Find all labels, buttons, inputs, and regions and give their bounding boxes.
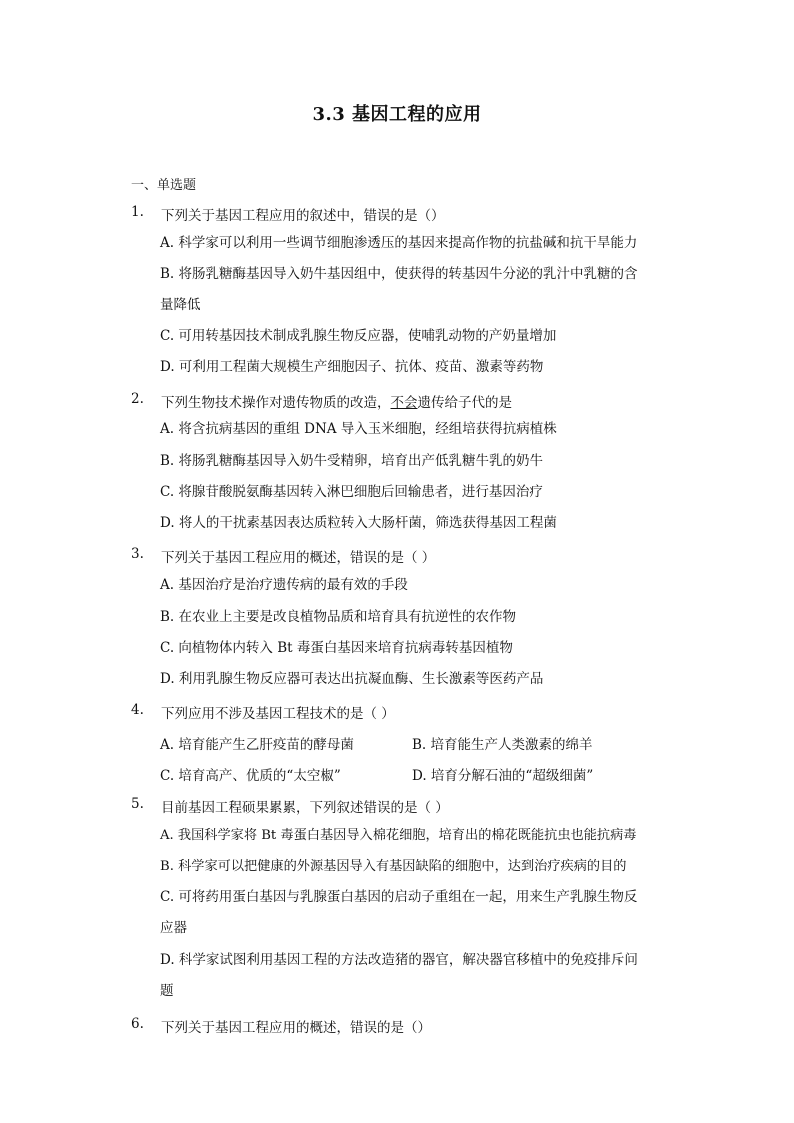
option-line: C. 向植物体内转入 Bt 毒蛋白基因来培育抗病毒转基因植物 xyxy=(160,640,513,656)
option-a xyxy=(160,820,665,851)
option-line: C. 可用转基因技术制成乳腺生物反应器，使哺乳动物的产奶量增加 xyxy=(160,328,557,344)
option-line: B. 在农业上主要是改良植物品质和培育具有抗逆性的农作物 xyxy=(160,609,517,625)
option-line: A. 我国科学家将 Bt 毒蛋白基因导入棉花细胞，培育出的棉花既能抗虫也能抗病毒 xyxy=(160,828,637,843)
option-b xyxy=(160,602,665,633)
option-b xyxy=(160,446,665,477)
option-line: A. 基因治疗是治疗遗传病的最有效的手段 xyxy=(160,577,408,593)
option-c xyxy=(160,633,665,664)
option-c xyxy=(160,882,665,944)
question-stem xyxy=(161,391,512,411)
option-a: A. 培育能产生乙肝疫苗的酵母菌 xyxy=(160,737,354,753)
option-d xyxy=(160,664,665,695)
question-number: 5. xyxy=(131,796,144,812)
option-line: 应器 xyxy=(160,920,187,936)
question-stem: 目前基因工程硕果累累，下列叙述错误的是（ ） xyxy=(161,800,449,816)
question-stem: 下列应用不涉及基因工程技术的是（ ） xyxy=(161,706,395,722)
option-line: D. 将人的干扰素基因表达质粒转入大肠杆菌，筛选获得基因工程菌 xyxy=(160,515,557,531)
option-a xyxy=(160,228,665,259)
option-line: D. 可利用工程菌大规模生产细胞因子、抗体、疫苗、激素等药物 xyxy=(160,359,544,375)
stem-part: 下列生物技术操作对遗传物质的改造， xyxy=(161,395,391,411)
option-b: B. 培育能生产人类激素的绵羊 xyxy=(412,737,593,753)
option-line: D. 利用乳腺生物反应器可表达出抗凝血酶、生长激素等医药产品 xyxy=(160,671,544,687)
option-b xyxy=(160,851,665,882)
section-heading: 一、单选题 xyxy=(131,178,197,193)
option-line: 量降低 xyxy=(160,297,201,313)
option-line: 题 xyxy=(160,983,174,999)
option-line: C. 可将药用蛋白基因与乳腺蛋白基因的启动子重组在一起，用来生产乳腺生物反 xyxy=(160,889,638,905)
option-a xyxy=(160,414,665,445)
option-line: C. 将腺苷酸脱氨酶基因转入淋巴细胞后回输患者，进行基因治疗 xyxy=(160,484,543,500)
page-title: 3.3 基因工程的应用 xyxy=(312,104,482,125)
option-line: B. 科学家可以把健康的外源基因导入有基因缺陷的细胞中，达到治疗疾病的目的 xyxy=(160,859,627,874)
stem-part: 遗传给子代的是 xyxy=(417,395,512,411)
underlined-keyword: 不会 xyxy=(390,395,418,411)
option-d xyxy=(160,508,665,539)
option-line: B. 将肠乳糖酶基因导入奶牛基因组中，使获得的转基因牛分泌的乳汁中乳糖的含 xyxy=(160,266,638,282)
question-number: 3. xyxy=(131,546,144,562)
question-number: 2. xyxy=(131,391,144,407)
question-stem: 下列关于基因工程应用的概述，错误的是（ ） xyxy=(161,550,436,566)
option-line: D. 科学家试图利用基因工程的方法改造猪的器官，解决器官移植中的免疫排斥问 xyxy=(160,952,638,968)
question-number: 4. xyxy=(131,702,144,718)
option-line: A. 科学家可以利用一些调节细胞渗透压的基因来提高作物的抗盐碱和抗干旱能力 xyxy=(160,235,638,251)
option-b xyxy=(160,259,665,321)
option-a xyxy=(160,570,665,601)
question-number: 1. xyxy=(131,204,144,220)
question-stem: 下列关于基因工程应用的概述，错误的是（） xyxy=(161,1020,431,1036)
option-c xyxy=(160,477,665,508)
option-d: D. 培育分解石油的“超级细菌” xyxy=(412,768,594,784)
question-number: 6. xyxy=(131,1016,144,1032)
option-d xyxy=(160,945,665,1007)
question-stem: 下列关于基因工程应用的叙述中，错误的是（） xyxy=(161,208,445,224)
option-line: A. 将含抗病基因的重组 DNA 导入玉米细胞，经组培获得抗病植株 xyxy=(160,421,557,437)
option-line: B. 将肠乳糖酶基因导入奶牛受精卵，培育出产低乳糖牛乳的奶牛 xyxy=(160,453,544,469)
option-d xyxy=(160,352,665,383)
option-c: C. 培育高产、优质的“太空椒” xyxy=(160,768,341,784)
option-c xyxy=(160,321,665,352)
